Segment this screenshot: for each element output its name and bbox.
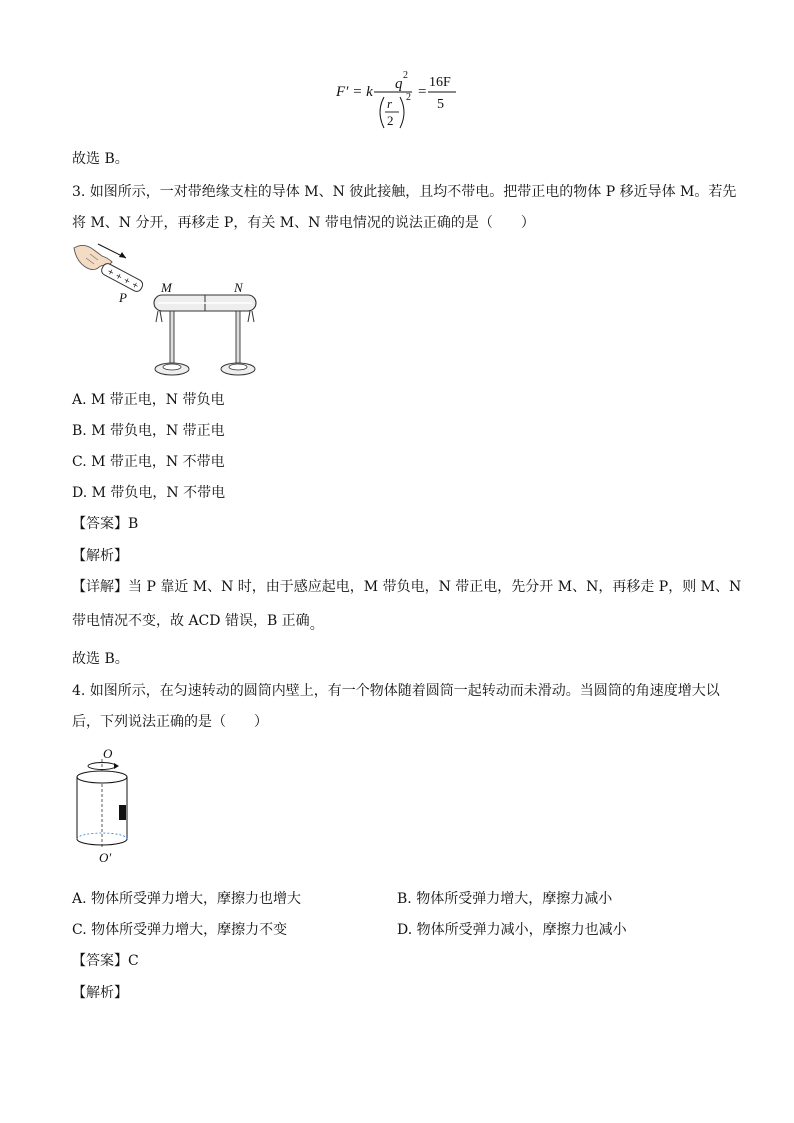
formula-right-paren <box>400 97 404 128</box>
rotation-arrow-icon <box>88 763 119 770</box>
formula-num-q: q <box>395 76 403 92</box>
conductor-mn <box>154 295 256 311</box>
q3-option-a: A. M 带正电，N 带负电 <box>72 392 225 408</box>
formula-left-paren <box>380 97 384 128</box>
formula-den-r: r <box>387 96 393 111</box>
formula-equals: = <box>418 84 427 100</box>
prev-conclusion: 故选 B。 <box>72 151 129 167</box>
q4-option-c: C. 物体所受弹力增大，摩擦力不变 <box>72 922 288 938</box>
q4-stem-line2: 后，下列说法正确的是（ ） <box>72 714 268 730</box>
label-o-prime: O′ <box>99 850 112 865</box>
q4-figure <box>66 745 141 867</box>
q3-detail-line1 <box>72 578 741 596</box>
q4-stem-line1: 4. 如图所示，在匀速转动的圆筒内壁上，有一个物体随着圆筒一起转动而未滑动。当圆筒的角速度增大以 <box>72 683 720 699</box>
q3-answer-label: 【答案】 <box>72 516 128 532</box>
formula-rhs-num: 16F <box>429 75 451 90</box>
label-o: O <box>103 746 113 761</box>
label-p: P <box>119 290 127 305</box>
q4-answer-label: 【答案】 <box>72 953 128 969</box>
block-on-wall <box>119 805 126 820</box>
foil-right <box>248 311 254 322</box>
formula-den-exp: 2 <box>406 92 411 103</box>
q4-option-d: D. 物体所受弹力减小，摩擦力也减小 <box>397 922 627 938</box>
q3-detail-line2 <box>72 612 324 633</box>
insulating-stand-right <box>221 311 255 375</box>
insulating-stand-left <box>155 311 189 375</box>
charged-rod-p <box>100 262 144 293</box>
q3-option-d: D. M 带负电，N 不带电 <box>72 485 226 501</box>
q3-detail-text2: 带电情况不变，故 ACD 错误，B 正确 <box>72 613 310 629</box>
formula-den-2: 2 <box>387 113 394 128</box>
q3-option-b: B. M 带负电，N 带正电 <box>72 423 225 439</box>
q3-detail-period: 。 <box>309 617 324 633</box>
q3-detail-label: 【详解】 <box>72 579 128 595</box>
foil-left <box>156 311 162 322</box>
q4-analysis-label: 【解析】 <box>72 985 128 1001</box>
q3-conclusion: 故选 B。 <box>72 651 129 667</box>
q3-stem-line1: 3. 如图所示，一对带绝缘支柱的导体 M、N 彼此接触，且均不带电。把带正电的物体 P 移近导体 M。若先 <box>72 184 737 200</box>
q4-option-b: B. 物体所受弹力增大，摩擦力减小 <box>397 891 613 907</box>
q3-analysis-label: 【解析】 <box>72 548 128 564</box>
formula-lhs: F′ = k <box>336 84 373 100</box>
q3-stem-line2: 将 M、N 分开，再移走 P，有关 M、N 带电情况的说法正确的是（ ） <box>72 215 535 231</box>
q3-figure <box>68 238 268 383</box>
q4-answer <box>72 952 139 970</box>
q3-answer-value: B <box>128 516 139 532</box>
label-n: N <box>234 280 243 295</box>
svg-text:+ + + +: + + + + <box>105 266 141 291</box>
q3-detail-text1: 当 P 靠近 M、N 时，由于感应起电，M 带负电，N 带正电，先分开 M、N，再移走 P，则 M、N <box>128 579 742 595</box>
q3-answer <box>72 515 138 533</box>
q4-option-a: A. 物体所受弹力增大，摩擦力也增大 <box>72 891 302 907</box>
q3-option-c: C. M 带正电，N 不带电 <box>72 454 225 470</box>
q4-answer-value: C <box>128 953 139 969</box>
label-m: M <box>161 280 172 295</box>
formula-rhs-den: 5 <box>437 97 444 112</box>
formula-num-exp: 2 <box>403 70 408 81</box>
force-formula <box>330 66 470 138</box>
